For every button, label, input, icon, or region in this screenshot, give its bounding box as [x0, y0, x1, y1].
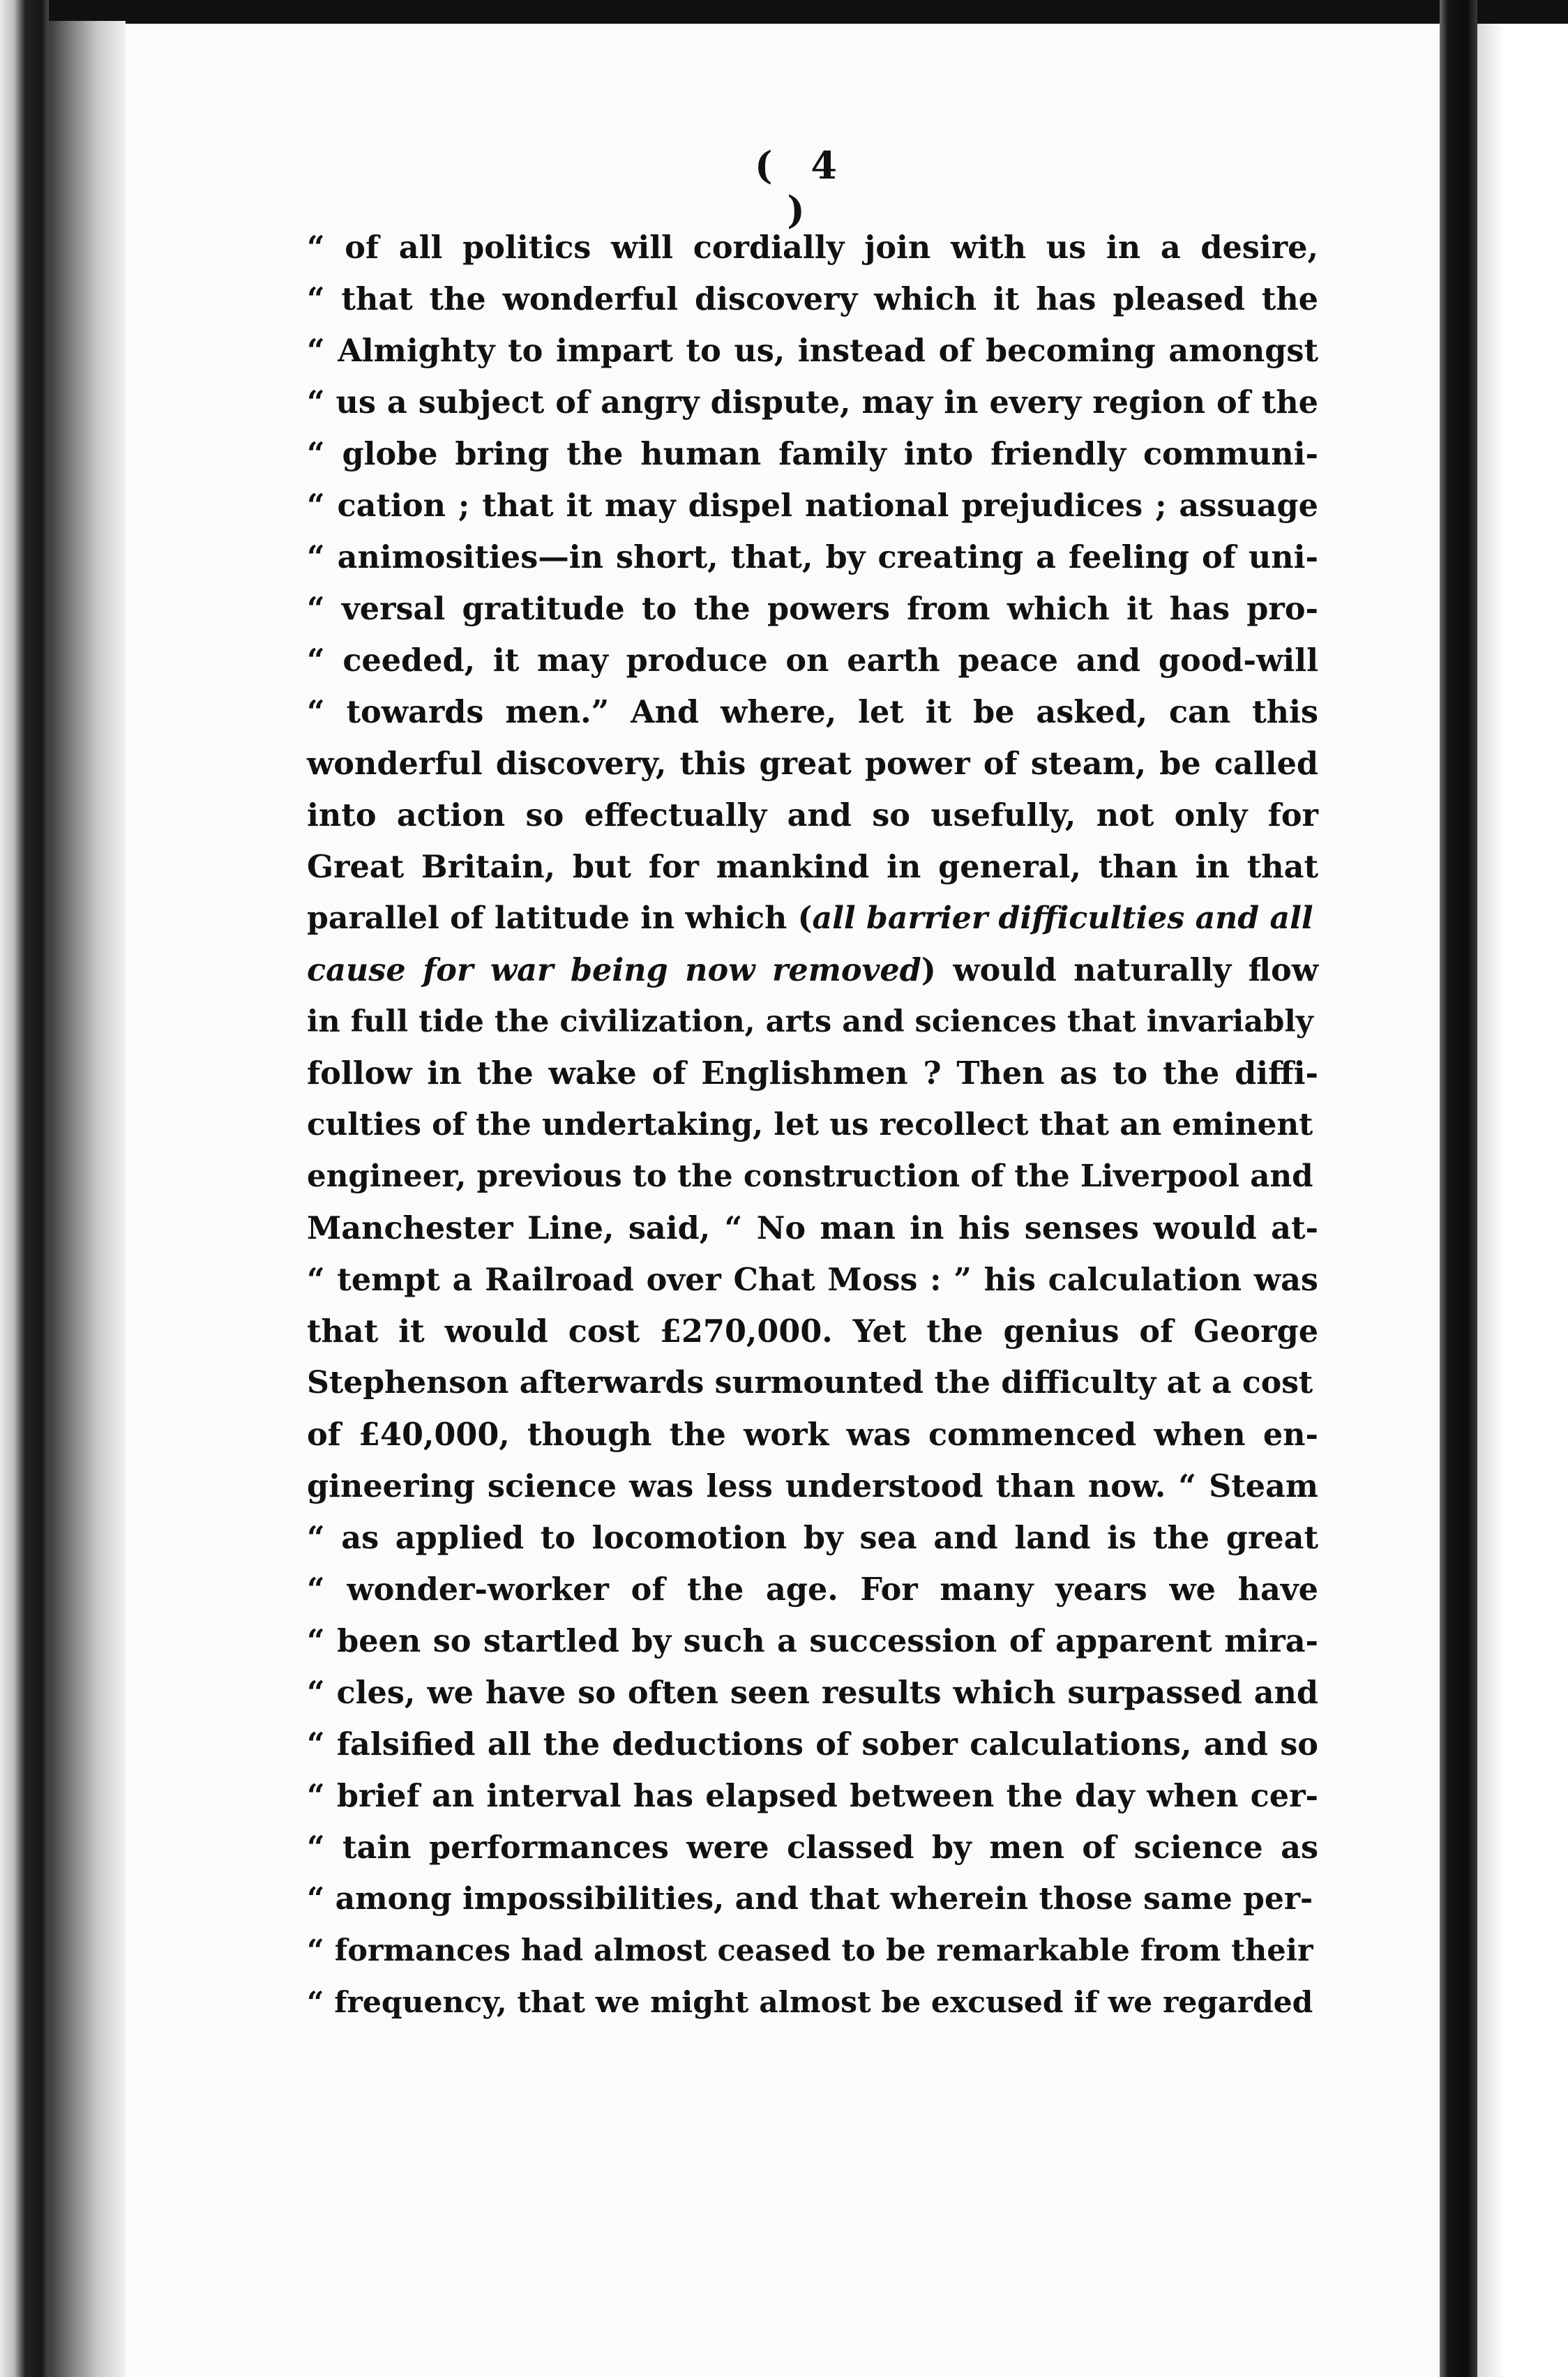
text-line: “ globe bring the human family into friendly communi- [307, 436, 1318, 472]
text-line: “ Almighty to impart to us, instead of becoming amongst [307, 333, 1318, 369]
text-line: “ been so startled by such a succession of apparent mira- [307, 1623, 1318, 1659]
text-line: in full tide the civilization, arts and sciences that invariably [307, 1004, 1313, 1039]
text-line: of £40,000, though the work was commenced when en- [307, 1417, 1318, 1453]
next-page-margin [1477, 24, 1568, 2377]
text-line: “ frequency, that we might almost be excused if we regarded [307, 1985, 1313, 2020]
text-line: “ brief an interval has elapsed between the day when cer- [307, 1778, 1318, 1814]
text-line: “ as applied to locomotion by sea and land is the great [307, 1520, 1318, 1556]
italic-segment: cause for war being now removed [307, 952, 921, 988]
text-line: that it would cost £270,000. Yet the genius of George [307, 1313, 1318, 1350]
text-line: Stephenson afterwards surmounted the difficulty at a cost [307, 1365, 1313, 1401]
text-line: “ us a subject of angry dispute, may in every region of the [307, 384, 1318, 421]
text-line: Great Britain, but for mankind in general, than in that [307, 849, 1318, 885]
text-line: “ tain performances were classed by men of science as [307, 1829, 1318, 1866]
left-binding-edge [0, 0, 49, 2377]
text-line: “ animosities—in short, that, by creating a feeling of uni- [307, 539, 1318, 575]
text-line: “ formances had almost ceased to be remarkable from their [307, 1933, 1313, 1968]
text-line: “ ceeded, it may produce on earth peace and good-will [307, 642, 1318, 679]
text-line-with-italic [307, 944, 1318, 996]
text-line: gineering science was less understood than now. “ Steam [307, 1468, 1318, 1504]
text-line: “ towards men.” And where, let it be asked, can this [307, 694, 1318, 730]
page-number: ( 4 ) [755, 143, 850, 232]
text-line-with-italic [307, 893, 1318, 944]
text-line: “ cation ; that it may dispel national prejudices ; assuage [307, 488, 1318, 524]
text-line: “ of all politics will cordially join with us in a desire, [307, 229, 1318, 266]
text-line: “ that the wonderful discovery which it has pleased the [307, 281, 1318, 317]
text-line: into action so effectually and so usefully, not only for [307, 797, 1318, 833]
text-line: Manchester Line, said, “ No man in his senses would at- [307, 1210, 1318, 1246]
text-line: “ wonder-worker of the age. For many years we have [307, 1571, 1318, 1608]
text-line: culties of the undertaking, let us recollect that an eminent [307, 1107, 1313, 1142]
text-line: engineer, previous to the construction of the Liverpool and [307, 1159, 1313, 1194]
text-segment: parallel of latitude in which ( [307, 900, 813, 936]
scan-top-border [0, 0, 1568, 24]
text-line: “ tempt a Railroad over Chat Moss : ” his calculation was [307, 1262, 1318, 1298]
text-line: “ falsified all the deductions of sober calculations, and so [307, 1726, 1318, 1763]
text-line: “ versal gratitude to the powers from which it has pro- [307, 591, 1318, 627]
text-line: “ cles, we have so often seen results which surpassed and [307, 1675, 1318, 1711]
text-line: wonderful discovery, this great power of steam, be called [307, 746, 1318, 782]
text-line: follow in the wake of Englishmen ? Then as to the diffi- [307, 1055, 1318, 1092]
body-text [307, 222, 1318, 2028]
text-line: “ among impossibilities, and that wherein those same per- [307, 1881, 1313, 1917]
left-page-shadow [49, 21, 126, 2377]
italic-segment: all barrier difficulties and all [812, 900, 1313, 936]
text-segment: ) would naturally flow [921, 952, 1318, 988]
right-spine-edge [1440, 0, 1477, 2377]
